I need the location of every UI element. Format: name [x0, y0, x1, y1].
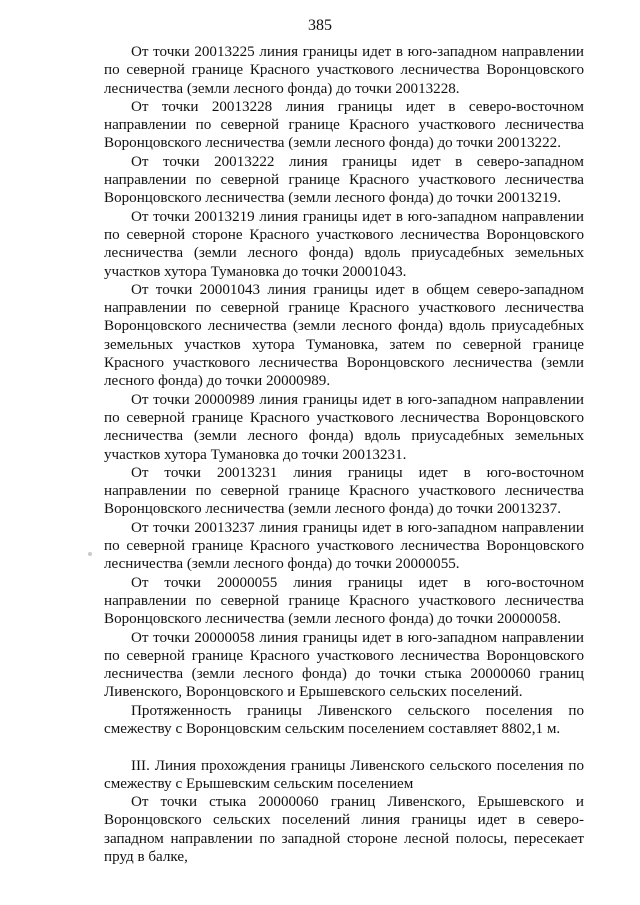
paragraph: От точки 20013219 линия границы идет в юго-западном направлении по северной стороне Красного участкового лесничества Воронцовского лесничества (земли лесного фонда) вдоль приусадебных земельных участков хутора Тумановка до точки 20001043. — [104, 208, 584, 280]
page-number: 385 — [308, 17, 332, 34]
paragraph: От точки 20013228 линия границы идет в северо-восточном направлении по северной границе Красного участкового лесничества Воронцовского лесничества (земли лесного фонда) до точки 20013222. — [104, 98, 584, 152]
paragraph: От точки 20013237 линия границы идет в юго-западном направлении по северной границе Красного участкового лесничества Воронцовского лесничества (земли лесного фонда) до точки 20000055. — [104, 519, 584, 573]
paragraph: От точки 20013225 линия границы идет в юго-западном направлении по северной границе Красного участкового лесничества Воронцовского лесничества (земли лесного фонда) до точки 20013228. — [104, 44, 584, 97]
section-paragraph: От точки стыка 20000060 границ Ливенского, Ерышевского и Воронцовского сельских поселений линия границы идет в северо-западном направлении по западной стороне лесной полосы, пересекает пруд в балке, — [104, 794, 584, 866]
paragraph: От точки 20001043 линия границы идет в общем северо-западном направлении по северной границе Красного участкового лесничества Воронцовского лесничества (земли лесного фонда) вдоль приусадебных земельных участков хутора Тумановка, затем по северной границе Красного участкового лесничества Воронцовского лесничества (земли лесного фонда) до точки 20000989. — [104, 281, 584, 390]
section-heading: III. Линия прохождения границы Ливенского сельского поселения по смежеству с Ерышевским сельским поселением — [104, 757, 584, 792]
margin-mark — [88, 552, 92, 556]
paragraph: От точки 20000989 линия границы идет в юго-западном направлении по северной границе Красного участкового лесничества Воронцовского лесничества (земли лесного фонда) вдоль приусадебных земельных участков хутора Тумановка до точки 20013231. — [104, 391, 584, 463]
paragraph: От точки 20000055 линия границы идет в юго-восточном направлении по северной границе Красного участкового лесничества Воронцовского лесничества (земли лесного фонда) до точки 20000058. — [104, 574, 584, 628]
total-length-paragraph: Протяженность границы Ливенского сельского поселения по смежеству с Воронцовским сельским поселением составляет 8802,1 м. — [104, 702, 584, 737]
paragraph: От точки 20013222 линия границы идет в северо-западном направлении по северной границе Красного участкового лесничества Воронцовского лесничества (земли лесного фонда) до точки 20013219. — [104, 153, 584, 207]
section-spacer — [104, 738, 584, 756]
paragraph: От точки 20013231 линия границы идет в юго-восточном направлении по северной границе Красного участкового лесничества Воронцовского лесничества (земли лесного фонда) до точки 20013237. — [104, 464, 584, 518]
document-body — [104, 43, 584, 866]
paragraph: От точки 20000058 линия границы идет в юго-западном направлении по северной границе Красного участкового лесничества Воронцовского лесничества (земли лесного фонда) до точки стыка 20000060 границ Ливенского, Воронцовского и Ерышевского сельских поселений. — [104, 629, 584, 701]
